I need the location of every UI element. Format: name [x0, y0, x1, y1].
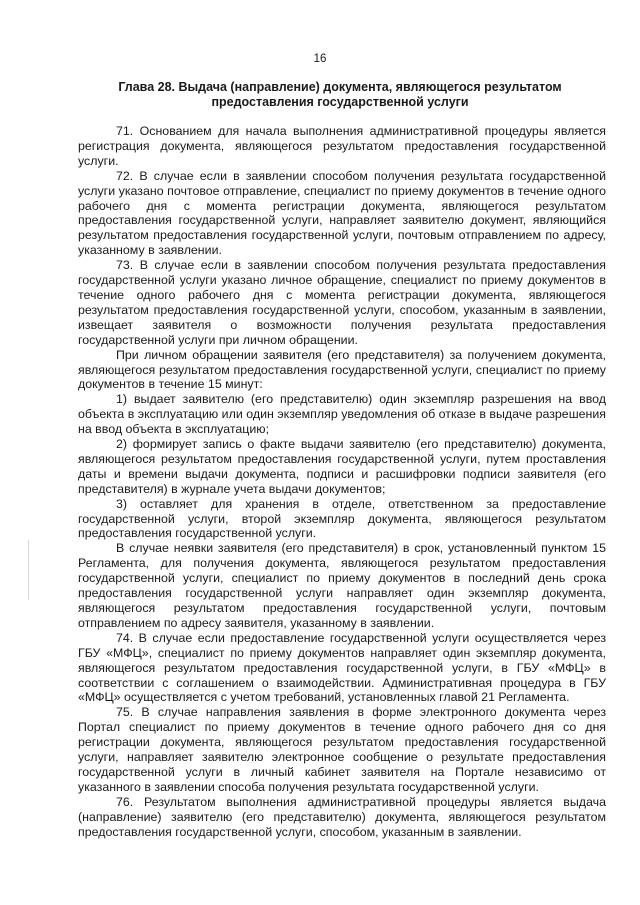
document-body [78, 124, 606, 840]
paragraph-76: 76. Результатом выполнения административной процедуры является выдача (направление) заявителю (его представителю) документа, являющегося результатом предоставления государственной услуги, способом, указанным в заявлении. [78, 794, 606, 839]
chapter-heading-line-2: предоставления государственной услуги [211, 95, 469, 109]
list-item-2: 2) формирует запись о факте выдачи заявителю (его представителю) документа, являющегося результатом предоставления государственной услуги, путем проставления даты и времени выдачи документа, подписи и расшифровки подписи заявителя (его представителя) в журнале учета выдачи документов; [78, 437, 606, 496]
paragraph-71: 71. Основанием для начала выполнения административной процедуры является регистрация документа, являющегося результатом предоставления государственной услуги. [78, 124, 606, 168]
list-item-3: 3) оставляет для хранения в отделе, ответственном за предоставление государственной услуги, второй экземпляр документа, являющегося результатом предоставления государственной услуги. [78, 496, 606, 541]
paragraph-73: 73. В случае если в заявлении способом получения результата предоставления государственной услуги указано личное обращение, специалист по приему документов в течение одного рабочего дня с момента регистрации документа, являющегося результатом предоставления государственной услуги, способом, указанным в заявлении, извещает заявителя о возможности получения результата предоставления государственной услуги при личном обращении. [78, 258, 606, 347]
page-number: 16 [313, 53, 327, 65]
paragraph-74: 74. В случае если предоставление государственной услуги осуществляется через ГБУ «МФЦ», специалист по приему документов направляет один экземпляр документа, являющегося результатом предоставления государственной услуги, в ГБУ «МФЦ» в соответствии с соглашением о взаимодействии. Административная процедура в ГБУ «МФЦ» осуществляется с учетом требований, установленных главой 21 Регламента. [78, 630, 606, 705]
list-item-1: 1) выдает заявителю (его представителю) один экземпляр разрешения на ввод объекта в эксплуатацию или один экземпляр уведомления об отказе в выдаче разрешения на ввод объекта в эксплуатацию; [78, 392, 606, 437]
paragraph-72: 72. В случае если в заявлении способом получения результата государственной услуги указано почтовое отправление, специалист по приему документов в течение одного рабочего дня с момента регистрации документа, являющегося результатом предоставления государственной услуги, направляет заявителю документ, являющийся результатом предоставления государственной услуги, почтовым отправлением по адресу, указанному в заявлении. [78, 168, 606, 258]
paragraph-personal-request: При личном обращении заявителя (его представителя) за получением документа, являющегося результатом предоставления государственной услуги, специалист по приему документов в течение 15 минут: [78, 347, 606, 392]
chapter-heading-line-1: Глава 28. Выдача (направление) документа, являющегося результатом [118, 80, 562, 94]
paragraph-75: 75. В случае направления заявления в форме электронного документа через Портал специалист по приему документов в течение одного рабочего дня со дня регистрации документа, являющегося результатом предоставления государственной услуги, направляет заявителю электронное сообщение о результате предоставления государственной услуги в личный кабинет заявителя на Портале независимо от указанного в заявлении способа получения результата государственной услуги. [78, 705, 606, 794]
scan-artifact-line [28, 540, 29, 600]
paragraph-no-show: В случае неявки заявителя (его представителя) в срок, установленный пунктом 15 Регламента, для получения документа, являющегося результатом предоставления государственной услуги, специалист по приему документов в последний день срока предоставления государственной услуги направляет один экземпляр документа, являющегося результатом предоставления государственной услуги, почтовым отправлением по адресу заявителя, указанному в заявлении. [78, 541, 606, 630]
chapter-heading [90, 80, 590, 110]
